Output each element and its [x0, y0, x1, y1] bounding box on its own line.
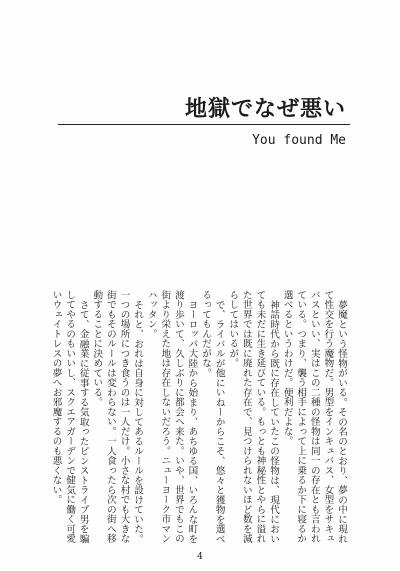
- chapter-title: 地獄でなぜ悪い: [184, 96, 346, 122]
- body-text: [48, 290, 348, 550]
- paragraph: さて、金融業に従事する気取ったピンストライプ男を騙してやるのもいいし、スクエアガーデンで健気に働く可愛いウェイトレスの夢へお邪魔するのも悪くない。: [50, 290, 89, 544]
- page-number: 4: [197, 552, 203, 562]
- paragraph: それと、おれは自身に対してあるルールを設けていた。一つの場所につき食うのは一人だけ。小さな村でも大きな街でもそのルールは変わらない。一人食ったら次の街へ移動することに決めている。: [91, 290, 144, 544]
- title-rule: [58, 124, 350, 125]
- chapter-subtitle: You found Me: [252, 133, 346, 148]
- paragraph: で、ライバルが他にいねーからこそ、悠々と獲物を選べるってもんだがな。: [200, 290, 225, 544]
- paragraph: ヨーロッパ大陸から始まり、あちゆる国、いろんな町を渡り歩いて、久しぶりに都会へ来た。いや、世界でもこの街より栄えた地は存在しないだろう。ニューヨーク市マンハッタン。: [145, 290, 198, 544]
- paragraph: 神話時代から既に存在していたこの怪物は、現代においても未だに生き延びている。もっとも神秘性とやらに溢れた世界では既に廃れた存在で、見つけられないほど数を減らしてはいるが。: [227, 290, 280, 544]
- paragraph: 夢魔という怪物がいる。その名のとおり、夢の中に現れて性交を行う魔物だ。男型をインキュバス、女型をサキュバスといい、実はこの二種の怪物は同一の存在とも言われている。つまり、襲う相手によって上に乗るか下に寝るか選べるというわけだ。便利だよな。: [281, 290, 347, 544]
